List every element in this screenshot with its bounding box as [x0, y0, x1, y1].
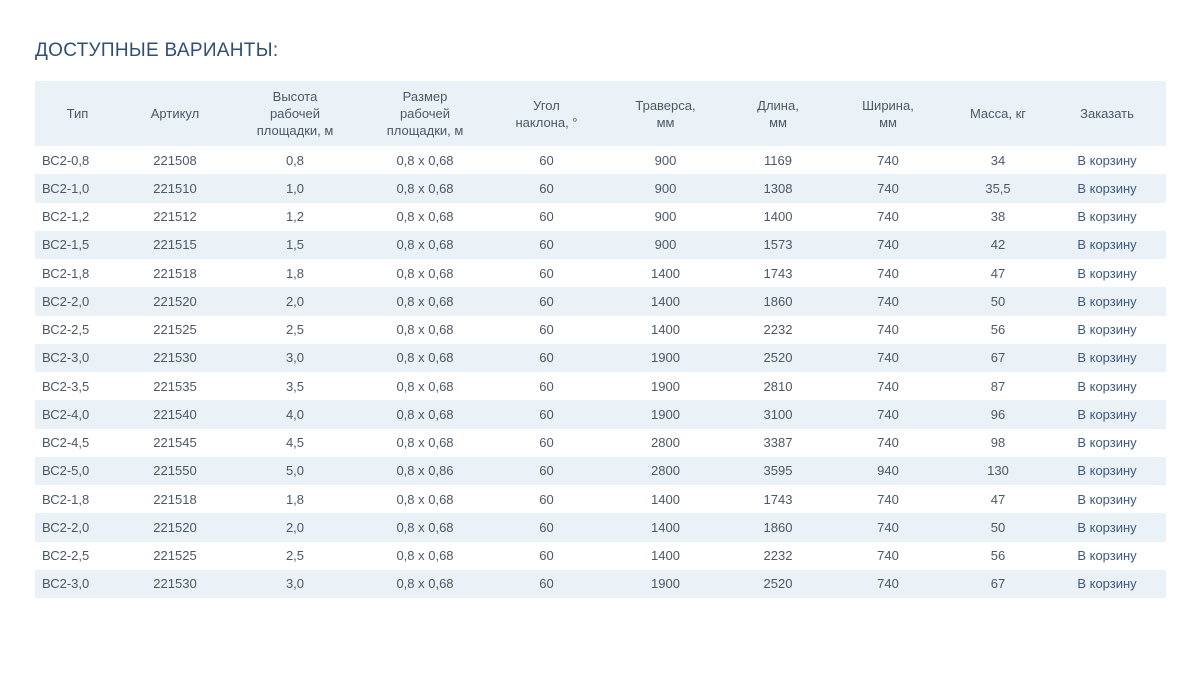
cell-mass: 50 [990, 293, 1006, 309]
cell-angle: 60 [539, 519, 554, 535]
column-header-line: Ширина, [862, 97, 914, 113]
cell-size: 0,8 х 0,68 [396, 491, 454, 507]
table-row [35, 400, 1166, 428]
cell-size: 0,8 х 0,68 [396, 350, 454, 366]
add-to-cart-link[interactable]: В корзину [1077, 293, 1137, 309]
column-header-length [728, 81, 828, 146]
cell-type: ВС2-1,0 [42, 180, 90, 196]
table-row [35, 259, 1166, 287]
cell-height: 2,5 [285, 322, 305, 338]
column-header-line: Тип [66, 106, 89, 121]
cell-type: ВС2-1,8 [42, 265, 90, 281]
column-header-line: Масса, кг [969, 106, 1027, 121]
cell-article: 221518 [153, 265, 197, 281]
cell-article: 221520 [153, 293, 197, 309]
cell-length: 2232 [763, 322, 793, 338]
cell-traverse: 1400 [651, 491, 680, 507]
cell-type: ВС2-2,5 [42, 322, 90, 338]
cell-article: 221550 [153, 463, 197, 479]
column-header-line: наклона, ° [515, 114, 578, 130]
cell-traverse: 1900 [651, 378, 680, 394]
add-to-cart-link[interactable]: В корзину [1077, 576, 1137, 592]
column-header-angle [490, 81, 603, 146]
cell-height: 2,5 [285, 548, 305, 564]
cell-mass: 98 [990, 435, 1006, 451]
cell-height: 5,0 [285, 463, 305, 479]
cell-width: 740 [877, 378, 899, 394]
cell-type: ВС2-3,0 [42, 350, 90, 366]
cell-length: 1169 [764, 152, 792, 168]
cell-article: 221530 [153, 350, 197, 366]
cell-article: 221510 [153, 180, 197, 196]
cell-width: 740 [877, 237, 899, 253]
column-header-line: Длина, [757, 97, 799, 113]
cell-traverse: 1900 [651, 406, 680, 422]
cell-length: 3387 [763, 435, 793, 451]
cell-type: ВС2-2,0 [42, 293, 90, 309]
cell-size: 0,8 х 0,68 [396, 576, 454, 592]
column-header-line: Размер [402, 89, 448, 104]
column-header-line: рабочей [269, 106, 321, 121]
add-to-cart-link[interactable]: В корзину [1077, 180, 1137, 196]
cell-width: 740 [877, 265, 899, 281]
column-header-line: мм [769, 114, 787, 130]
column-header-mass [948, 81, 1048, 146]
table-header [35, 81, 1166, 146]
cell-width: 740 [877, 576, 899, 592]
cell-height: 1,8 [285, 265, 305, 281]
add-to-cart-link[interactable]: В корзину [1077, 463, 1137, 479]
table-row [35, 344, 1166, 372]
cell-length: 3595 [763, 463, 793, 479]
cell-angle: 60 [539, 180, 554, 196]
cell-type: ВС2-0,8 [42, 152, 90, 168]
cell-height: 3,0 [285, 350, 305, 366]
cell-height: 1,5 [285, 237, 305, 253]
cell-size: 0,8 х 0,68 [396, 378, 454, 394]
cell-length: 2810 [763, 378, 793, 394]
cell-length: 3100 [763, 406, 793, 422]
cell-length: 1860 [763, 519, 793, 535]
cell-mass: 42 [990, 237, 1006, 253]
cell-height: 4,0 [285, 406, 305, 422]
table-row [35, 372, 1166, 400]
cell-width: 740 [877, 519, 899, 535]
cell-length: 1573 [763, 237, 793, 253]
cell-length: 1860 [763, 293, 793, 309]
cell-size: 0,8 х 0,68 [396, 152, 454, 168]
table-row [35, 174, 1166, 202]
column-header-line: Заказать [1080, 106, 1134, 121]
cell-traverse: 900 [654, 180, 677, 196]
cell-width: 740 [877, 293, 899, 309]
add-to-cart-link[interactable]: В корзину [1077, 435, 1137, 451]
cell-mass: 130 [987, 463, 1009, 479]
cell-angle: 60 [539, 406, 554, 422]
cell-length: 2232 [763, 548, 793, 564]
cell-height: 1,2 [285, 209, 305, 225]
cell-length: 1743 [763, 265, 793, 281]
column-header-line: мм [879, 114, 897, 130]
cell-angle: 60 [539, 322, 554, 338]
cell-width: 740 [877, 152, 899, 168]
cell-type: ВС2-4,0 [42, 406, 90, 422]
table-row [35, 570, 1166, 598]
cell-mass: 47 [990, 491, 1006, 507]
add-to-cart-link[interactable]: В корзину [1077, 265, 1137, 281]
cell-height: 3,0 [285, 576, 305, 592]
cell-mass: 56 [990, 548, 1006, 564]
cell-mass: 47 [990, 265, 1006, 281]
table-row [35, 485, 1166, 513]
cell-width: 940 [877, 463, 899, 479]
table-row [35, 203, 1166, 231]
column-header-line: Угол [533, 97, 560, 113]
cell-width: 740 [877, 350, 899, 366]
cell-width: 740 [877, 406, 899, 422]
column-header-height [230, 81, 360, 146]
cell-height: 1,8 [285, 491, 305, 507]
cell-type: ВС2-1,2 [42, 209, 90, 225]
cell-size: 0,8 х 0,68 [396, 548, 454, 564]
cell-height: 2,0 [285, 519, 305, 535]
cell-height: 1,0 [285, 180, 305, 196]
cell-article: 221525 [153, 322, 197, 338]
cell-traverse: 2800 [651, 463, 680, 479]
cell-type: ВС2-1,5 [42, 237, 90, 253]
cell-angle: 60 [539, 548, 554, 564]
cell-mass: 67 [990, 350, 1006, 366]
cell-length: 2520 [763, 576, 793, 592]
add-to-cart-link[interactable]: В корзину [1077, 322, 1137, 338]
cell-traverse: 1900 [651, 350, 680, 366]
cell-mass: 67 [990, 576, 1006, 592]
cell-size: 0,8 х 0,68 [396, 265, 454, 281]
cell-type: ВС2-1,8 [42, 491, 90, 507]
cell-angle: 60 [539, 265, 554, 281]
cell-length: 1400 [763, 209, 793, 225]
cell-mass: 50 [990, 519, 1006, 535]
table-row [35, 429, 1166, 457]
cell-traverse: 1400 [651, 322, 680, 338]
cell-traverse: 2800 [651, 435, 680, 451]
column-header-article [120, 81, 230, 146]
cell-size: 0,8 х 0,68 [396, 322, 454, 338]
cell-article: 221540 [153, 406, 197, 422]
cell-mass: 38 [990, 209, 1006, 225]
table-body [35, 146, 1166, 598]
cell-type: ВС2-2,0 [42, 519, 90, 535]
column-header-line: площадки, м [386, 123, 464, 138]
cell-mass: 87 [990, 378, 1006, 394]
cell-length: 1308 [763, 180, 793, 196]
cell-type: ВС2-3,5 [42, 378, 90, 394]
cell-angle: 60 [539, 293, 554, 309]
header-row [35, 81, 1166, 146]
cell-article: 221530 [153, 576, 197, 592]
cell-size: 0,8 х 0,68 [396, 406, 454, 422]
cell-article: 221512 [153, 209, 197, 225]
column-header-order [1048, 81, 1166, 146]
cell-size: 0,8 х 0,68 [396, 293, 454, 309]
column-header-line: рабочей [399, 106, 451, 121]
cell-angle: 60 [539, 350, 554, 366]
cell-article: 221545 [153, 435, 197, 451]
cell-size: 0,8 х 0,68 [396, 180, 454, 196]
add-to-cart-link[interactable]: В корзину [1077, 152, 1137, 168]
cell-article: 221535 [153, 378, 197, 394]
table-row [35, 287, 1166, 315]
column-header-line: Траверса, [635, 97, 696, 113]
column-header-line: Высота [272, 89, 318, 104]
cell-article: 221515 [153, 237, 197, 253]
cell-size: 0,8 х 0,86 [396, 463, 454, 479]
add-to-cart-link[interactable]: В корзину [1077, 350, 1137, 366]
cell-traverse: 900 [654, 152, 677, 168]
column-header-line: площадки, м [256, 123, 334, 138]
cell-article: 221508 [153, 152, 197, 168]
cell-size: 0,8 х 0,68 [396, 209, 454, 225]
cell-size: 0,8 х 0,68 [396, 237, 454, 253]
cell-width: 740 [877, 491, 899, 507]
cell-traverse: 900 [654, 209, 677, 225]
cell-type: ВС2-5,0 [42, 463, 90, 479]
cell-angle: 60 [539, 209, 554, 225]
cell-height: 2,0 [285, 293, 305, 309]
cell-angle: 60 [539, 491, 554, 507]
cell-length: 2520 [763, 350, 793, 366]
cell-mass: 35,5 [985, 180, 1011, 196]
cell-traverse: 1400 [651, 519, 680, 535]
cell-traverse: 1400 [651, 548, 680, 564]
table-row [35, 146, 1166, 174]
cell-size: 0,8 х 0,68 [396, 519, 454, 535]
column-header-line: Артикул [150, 106, 200, 121]
cell-article: 221525 [153, 548, 197, 564]
cell-size: 0,8 х 0,68 [396, 435, 454, 451]
table-row [35, 513, 1166, 541]
cell-height: 4,5 [285, 435, 305, 451]
add-to-cart-link[interactable]: В корзину [1077, 519, 1137, 535]
cell-angle: 60 [539, 237, 554, 253]
table-row [35, 316, 1166, 344]
cell-mass: 96 [990, 406, 1006, 422]
cell-angle: 60 [539, 463, 554, 479]
cell-mass: 34 [990, 152, 1006, 168]
cell-angle: 60 [539, 152, 554, 168]
add-to-cart-link[interactable]: В корзину [1077, 548, 1137, 564]
cell-traverse: 1900 [651, 576, 680, 592]
table-row [35, 457, 1166, 485]
cell-mass: 56 [990, 322, 1006, 338]
table-row [35, 231, 1166, 259]
page-title: ДОСТУПНЫЕ ВАРИАНТЫ: [35, 40, 279, 61]
cell-traverse: 1400 [651, 265, 680, 281]
cell-article: 221518 [153, 491, 197, 507]
cell-angle: 60 [539, 576, 554, 592]
cell-width: 740 [877, 209, 899, 225]
column-header-traverse [603, 81, 728, 146]
add-to-cart-link[interactable]: В корзину [1077, 209, 1137, 225]
cell-angle: 60 [539, 435, 554, 451]
column-header-size [360, 81, 490, 146]
add-to-cart-link[interactable]: В корзину [1077, 378, 1137, 394]
cell-type: ВС2-3,0 [42, 576, 90, 592]
cell-height: 3,5 [285, 378, 305, 394]
column-header-line: мм [656, 114, 675, 130]
column-header-type [35, 81, 120, 146]
cell-width: 740 [877, 322, 899, 338]
cell-angle: 60 [539, 378, 554, 394]
cell-traverse: 900 [654, 237, 677, 253]
cell-type: ВС2-4,5 [42, 435, 90, 451]
cell-width: 740 [877, 435, 899, 451]
table-row [35, 542, 1166, 570]
cell-article: 221520 [153, 519, 197, 535]
add-to-cart-link[interactable]: В корзину [1077, 406, 1137, 422]
cell-traverse: 1400 [651, 293, 680, 309]
cell-type: ВС2-2,5 [42, 548, 90, 564]
variants-table [35, 81, 1166, 598]
add-to-cart-link[interactable]: В корзину [1077, 491, 1137, 507]
cell-width: 740 [877, 180, 899, 196]
cell-height: 0,8 [285, 152, 305, 168]
add-to-cart-link[interactable]: В корзину [1077, 237, 1137, 253]
cell-length: 1743 [763, 491, 793, 507]
column-header-width [828, 81, 948, 146]
cell-width: 740 [877, 548, 899, 564]
